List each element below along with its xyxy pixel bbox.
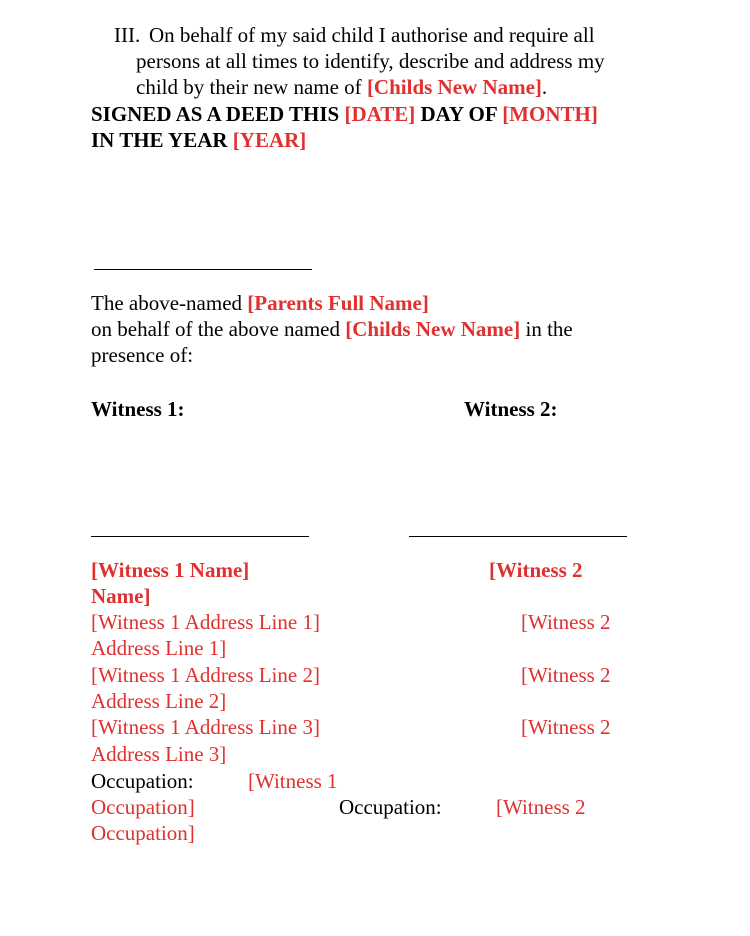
clause-line-1: On behalf of my said child I authorise and require all	[149, 23, 595, 47]
childs-new-name-placeholder: [Childs New Name]	[366, 75, 542, 99]
witness-1-occupation-wrap: Occupation]	[91, 795, 195, 819]
clause-line-3-suffix: .	[541, 75, 548, 99]
year-placeholder: [YEAR]	[232, 128, 307, 152]
clause-line-3	[136, 74, 547, 100]
witness-1-signature-line	[91, 536, 309, 537]
witness-1-occupation-label: Occupation:	[91, 769, 194, 793]
presence-of-text: presence of:	[91, 343, 194, 367]
above-named-text: The above-named	[91, 291, 248, 315]
signed-deed-line	[91, 101, 598, 127]
witness-1-address-line-2: [Witness 1 Address Line 2]	[91, 663, 320, 687]
declaration-line-1	[91, 290, 429, 316]
witness-1-label: Witness 1:	[91, 397, 185, 421]
witness-2-occupation-label: Occupation:	[339, 795, 442, 819]
witness-1-address-line-3: [Witness 1 Address Line 3]	[91, 715, 320, 739]
parents-full-name-placeholder: [Parents Full Name]	[247, 291, 429, 315]
in-the-year-line	[91, 127, 306, 153]
witness-1-name-placeholder: [Witness 1 Name]	[91, 558, 250, 582]
parent-signature-line	[94, 269, 312, 270]
childs-new-name-placeholder-2: [Childs New Name]	[345, 317, 521, 341]
witness-2-address-line-1: [Witness 2	[521, 610, 611, 634]
declaration-line-2	[91, 316, 573, 342]
in-the-text: in the	[520, 317, 573, 341]
clause-line-2: persons at all times to identify, describe and address my	[136, 49, 605, 73]
on-behalf-text: on behalf of the above named	[91, 317, 346, 341]
address-line-1-wrap: Address Line 1]	[91, 636, 227, 660]
day-of-text: DAY OF	[415, 102, 503, 126]
witness-name-wrap: Name]	[91, 584, 151, 608]
clause-line-3-prefix: child by their new name of	[136, 75, 367, 99]
witness-2-signature-line	[409, 536, 627, 537]
witness-2-label: Witness 2:	[464, 397, 558, 421]
witness-1-occupation-placeholder: [Witness 1	[248, 769, 338, 793]
address-line-3-wrap: Address Line 3]	[91, 742, 227, 766]
signed-prefix: SIGNED AS A DEED THIS	[91, 102, 345, 126]
occupation-wrap: Occupation]	[91, 821, 195, 845]
witness-2-name-placeholder: [Witness 2	[489, 558, 583, 582]
witness-2-address-line-2: [Witness 2	[521, 663, 611, 687]
in-the-year-text: IN THE YEAR	[91, 128, 233, 152]
date-placeholder: [DATE]	[344, 102, 416, 126]
witness-2-occupation-placeholder: [Witness 2	[496, 795, 586, 819]
witness-2-address-line-3: [Witness 2	[521, 715, 611, 739]
address-line-2-wrap: Address Line 2]	[91, 689, 227, 713]
clause-number: III.	[114, 23, 141, 47]
month-placeholder: [MONTH]	[502, 102, 598, 126]
witness-1-address-line-1: [Witness 1 Address Line 1]	[91, 610, 320, 634]
